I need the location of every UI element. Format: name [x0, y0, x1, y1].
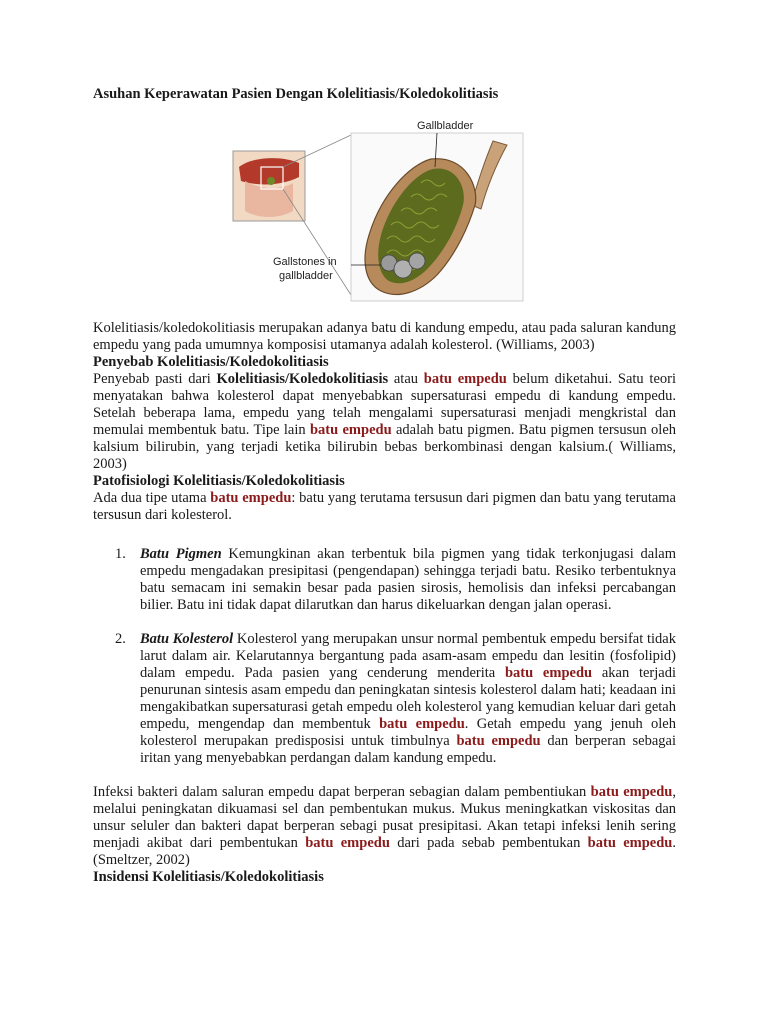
keyword-link[interactable]: batu empedu	[423, 371, 507, 387]
keyword-link[interactable]: batu empedu	[504, 665, 593, 681]
label-gallbladder: Gallbladder	[417, 120, 474, 132]
intro-paragraph: Kolelitiasis/koledokolitiasis merupakan adanya batu di kandung empedu, atau pada saluran kandung empedu yang pada umumnya komposisi utamanya adalah kolesterol. (Williams, 2003)	[93, 320, 676, 353]
stone-type-list	[93, 546, 676, 767]
gallbladder-figure-svg	[231, 115, 525, 303]
keyword-link[interactable]: batu empedu	[210, 490, 292, 506]
list-term: Batu Kolesterol	[140, 631, 234, 647]
keyword-link[interactable]: batu empedu	[587, 835, 673, 851]
heading-patofisiologi: Patofisiologi Kolelitiasis/Koledokolitiasis	[93, 473, 345, 489]
keyword-link[interactable]: batu empedu	[305, 835, 390, 851]
penyebab-paragraph: Penyebab pasti dari Kolelitiasis/Koledokolitiasis atau batu empedu belum diketahui. Satu teori menyatakan bahwa kolesterol dapat menyebabkan supersaturasi empedu di kandung empedu. Setelah beberapa lama, empedu yang telah mengalami supersaturasi menjadi mengkristal dan memulai membentuk batu. Tipe lain batu empedu adalah batu pigmen. Batu pigmen tersusun oleh kalsium bilirubin, yang terjadi ketika bilirubin bebas berkombinasi dengan kalsium.( Williams, 2003)	[93, 371, 677, 472]
heading-penyebab: Penyebab Kolelitiasis/Koledokolitiasis	[93, 354, 329, 370]
list-item: 2. Batu Kolesterol Kolesterol yang merupakan unsur normal pembentuk empedu bersifat tidak larut dalam air. Kelarutannya bergantung pada asam-asam empedu dan lesitin (fosfolipid) dalam empedu. Pada pasien yang cenderung menderita batu empedu akan terjadi penurunan sintesis asam empedu dan peningkatan sintesis kolesterol dalam hati; keadaan ini mengakibatkan supersaturasi getah empedu oleh kolesterol yang kemudian keluar dari getah empedu, mengendap dan membentuk batu empedu. Getah empedu yang jenuh oleh kolesterol merupakan predisposisi untuk timbulnya batu empedu dan berperan sebagai iritan yang menyebabkan perdangan dalam kandung empedu.	[115, 631, 676, 766]
list-item: 1. Batu Pigmen Kemungkinan akan terbentuk bila pigmen yang tidak terkonjugasi dalam empedu mengadakan presipitasi (pengendapan) sehingga terjadi batu. Resiko terbentuknya batu semacam ini semakin besar pada pasien sirosis, hemolisis dan infeksi percabangan bilier. Batu ini tidak dapat dilarutkan dan harus dikeluarkan dengan jalan operasi.	[115, 546, 676, 613]
gallbladder-illustration	[231, 115, 525, 303]
document-page	[93, 86, 676, 886]
list-term: Batu Pigmen	[140, 546, 222, 562]
label-gallstones-line1: Gallstones in	[273, 256, 337, 268]
bold-term: Kolelitiasis/Koledokolitiasis	[216, 371, 389, 387]
label-gallstones-line2: gallbladder	[279, 270, 333, 282]
list-number: 2.	[115, 631, 126, 647]
patofisiologi-paragraph: Ada dua tipe utama batu empedu: batu yang terutama tersusun dari pigmen dan batu yang terutama tersusun dari kolesterol.	[93, 490, 676, 523]
heading-insidensi: Insidensi Kolelitiasis/Koledokolitiasis	[93, 869, 324, 885]
keyword-link[interactable]: batu empedu	[379, 716, 465, 732]
infeksi-paragraph: Infeksi bakteri dalam saluran empedu dapat berperan sebagian dalam pembentiukan batu empedu, melalui peningkatan dikuamasi sel dan pembentukan mukus. Mukus meningkatkan viskositas dan unsur seluler dan bakteri dapat berperan sebagi pusat presipitasi. Akan tetapi infeksi lenih sering menjadi akibat dari pembentukan batu empedu dari pada sebab pembentukan batu empedu.(Smeltzer, 2002)	[93, 784, 676, 868]
keyword-link[interactable]: batu empedu	[456, 733, 541, 749]
keyword-link[interactable]: batu empedu	[590, 784, 673, 800]
list-number: 1.	[115, 546, 126, 562]
document-title: Asuhan Keperawatan Pasien Dengan Kolelitiasis/Koledokolitiasis	[93, 86, 499, 102]
keyword-link[interactable]: batu empedu	[309, 422, 392, 438]
